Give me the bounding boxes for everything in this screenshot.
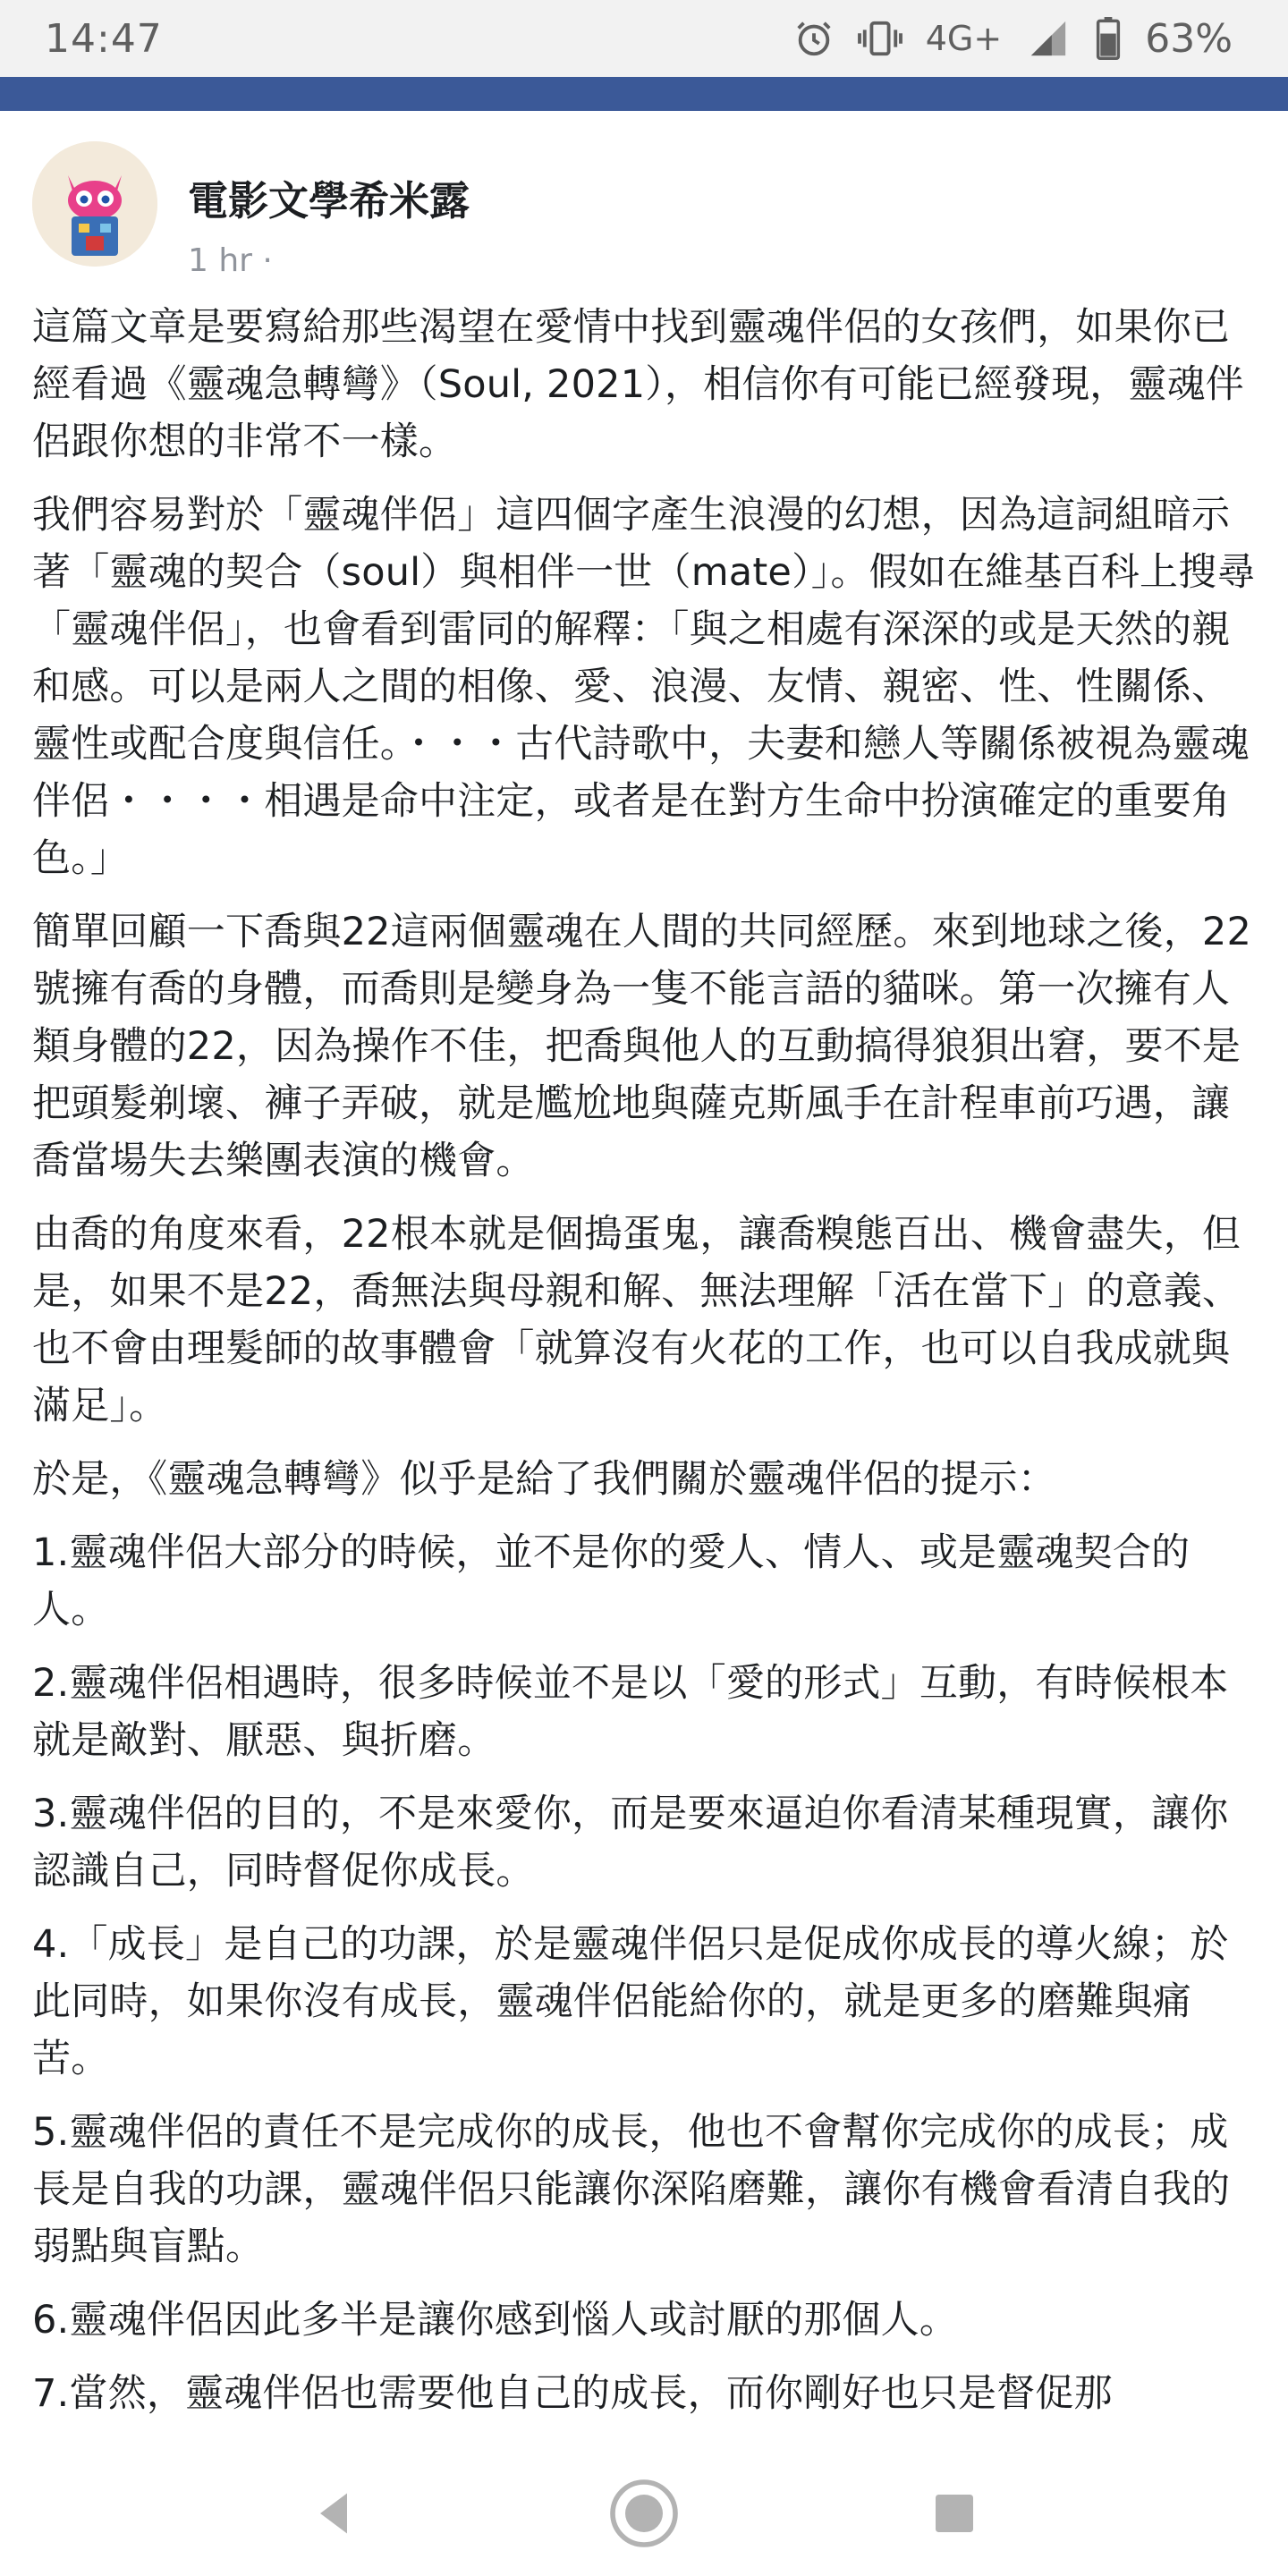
author-name[interactable]: 電影文學希米露 bbox=[188, 177, 470, 225]
post-paragraph: 於是，《靈魂急轉彎》似乎是給了我們關於靈魂伴侶的提示： bbox=[32, 1457, 1056, 1502]
post-paragraph: 4.「成長」是自己的功課，於是靈魂伴侶只是促成你成長的導火線；於此同時，如果你沒有成長，靈魂伴侶能給你的，就是更多的磨難與痛苦。 bbox=[32, 1922, 1229, 2081]
status-time: 14:47 bbox=[45, 15, 163, 62]
home-icon[interactable] bbox=[590, 2460, 698, 2567]
post-paragraph: 7.當然，靈魂伴侶也需要他自己的成長，而你剛好也只是督促那 bbox=[32, 2371, 1113, 2416]
back-icon[interactable] bbox=[280, 2460, 387, 2567]
post-paragraph: 1.靈魂伴侶大部分的時候，並不是你的愛人、情人、或是靈魂契合的人。 bbox=[32, 1530, 1191, 1632]
battery-icon bbox=[1095, 17, 1122, 60]
post-paragraph: 3.靈魂伴侶的目的，不是來愛你，而是要來逼迫你看清某種現實，讓你認識自己，同時督促你成長。 bbox=[32, 1792, 1229, 1894]
status-icons bbox=[793, 16, 1233, 62]
battery-percent: 63% bbox=[1145, 15, 1233, 62]
post-paragraph: 簡單回顧一下喬與22這兩個靈魂在人間的共同經歷。來到地球之後，22號擁有喬的身體，而喬則是變身為一隻不能言語的貓咪。第一次擁有人類身體的22，因為操作不佳，把喬與他人的互動搞得狼狽出窘，要不是把頭髮剃壞、褲子弄破，就是尷尬地與薩克斯風手在計程車前巧遇，讓喬當場失去樂團表演的機會。 bbox=[32, 910, 1252, 1183]
alarm-icon bbox=[793, 18, 835, 59]
post-body bbox=[32, 299, 1267, 2436]
vibrate-icon bbox=[858, 18, 902, 59]
author-block bbox=[188, 141, 470, 279]
signal-icon bbox=[1025, 18, 1072, 59]
post-paragraph: 5.靈魂伴侶的責任不是完成你的成長，他也不會幫你完成你的成長；成長是自我的功課，靈魂伴侶只能讓你深陷磨難，讓你有機會看清自我的弱點與盲點。 bbox=[32, 2110, 1231, 2269]
post-paragraph: 我們容易對於「靈魂伴侶」這四個字產生浪漫的幻想，因為這詞組暗示著「靈魂的契合（soul）與相伴一世（mate）」。假如在維基百科上搜尋「靈魂伴侶」，也會看到雷同的解釋：「與之相處有深深的或是天然的親和感。可以是兩人之間的相像、愛、浪漫、友情、親密、性、性關係、靈性或配合度與信任。・・・古代詩歌中，夫妻和戀人等關係被視為靈魂伴侶・・・・相遇是命中注定，或者是在對方生命中扮演確定的重要角色。」 bbox=[32, 493, 1256, 881]
post-paragraph: 6.靈魂伴侶因此多半是讓你感到惱人或討厭的那個人。 bbox=[32, 2298, 959, 2343]
navigation-bar bbox=[0, 2451, 1288, 2576]
network-type: 4G+ bbox=[925, 19, 1003, 58]
post-time[interactable]: 1 hr · bbox=[188, 242, 273, 279]
post-paragraph: 2.靈魂伴侶相遇時，很多時候並不是以「愛的形式」互動，有時候根本就是敵對、厭惡、與折磨。 bbox=[32, 1661, 1229, 1763]
cat-logo-icon bbox=[32, 141, 157, 267]
status-bar bbox=[0, 0, 1288, 77]
app-header-bar bbox=[0, 77, 1288, 111]
avatar[interactable] bbox=[32, 141, 157, 267]
post-paragraph: 這篇文章是要寫給那些渴望在愛情中找到靈魂伴侶的女孩們，如果你已經看過《靈魂急轉彎》（Soul, 2021），相信你有可能已經發現，靈魂伴侶跟你想的非常不一樣。 bbox=[32, 305, 1244, 464]
post-header bbox=[0, 111, 1288, 299]
post-paragraph: 由喬的角度來看，22根本就是個搗蛋鬼，讓喬糗態百出、機會盡失，但是，如果不是22，喬無法與母親和解、無法理解「活在當下」的意義、也不會由理髮師的故事體會「就算沒有火花的工作，也可以自我成就與滿足」。 bbox=[32, 1212, 1241, 1428]
recents-icon[interactable] bbox=[901, 2460, 1008, 2567]
